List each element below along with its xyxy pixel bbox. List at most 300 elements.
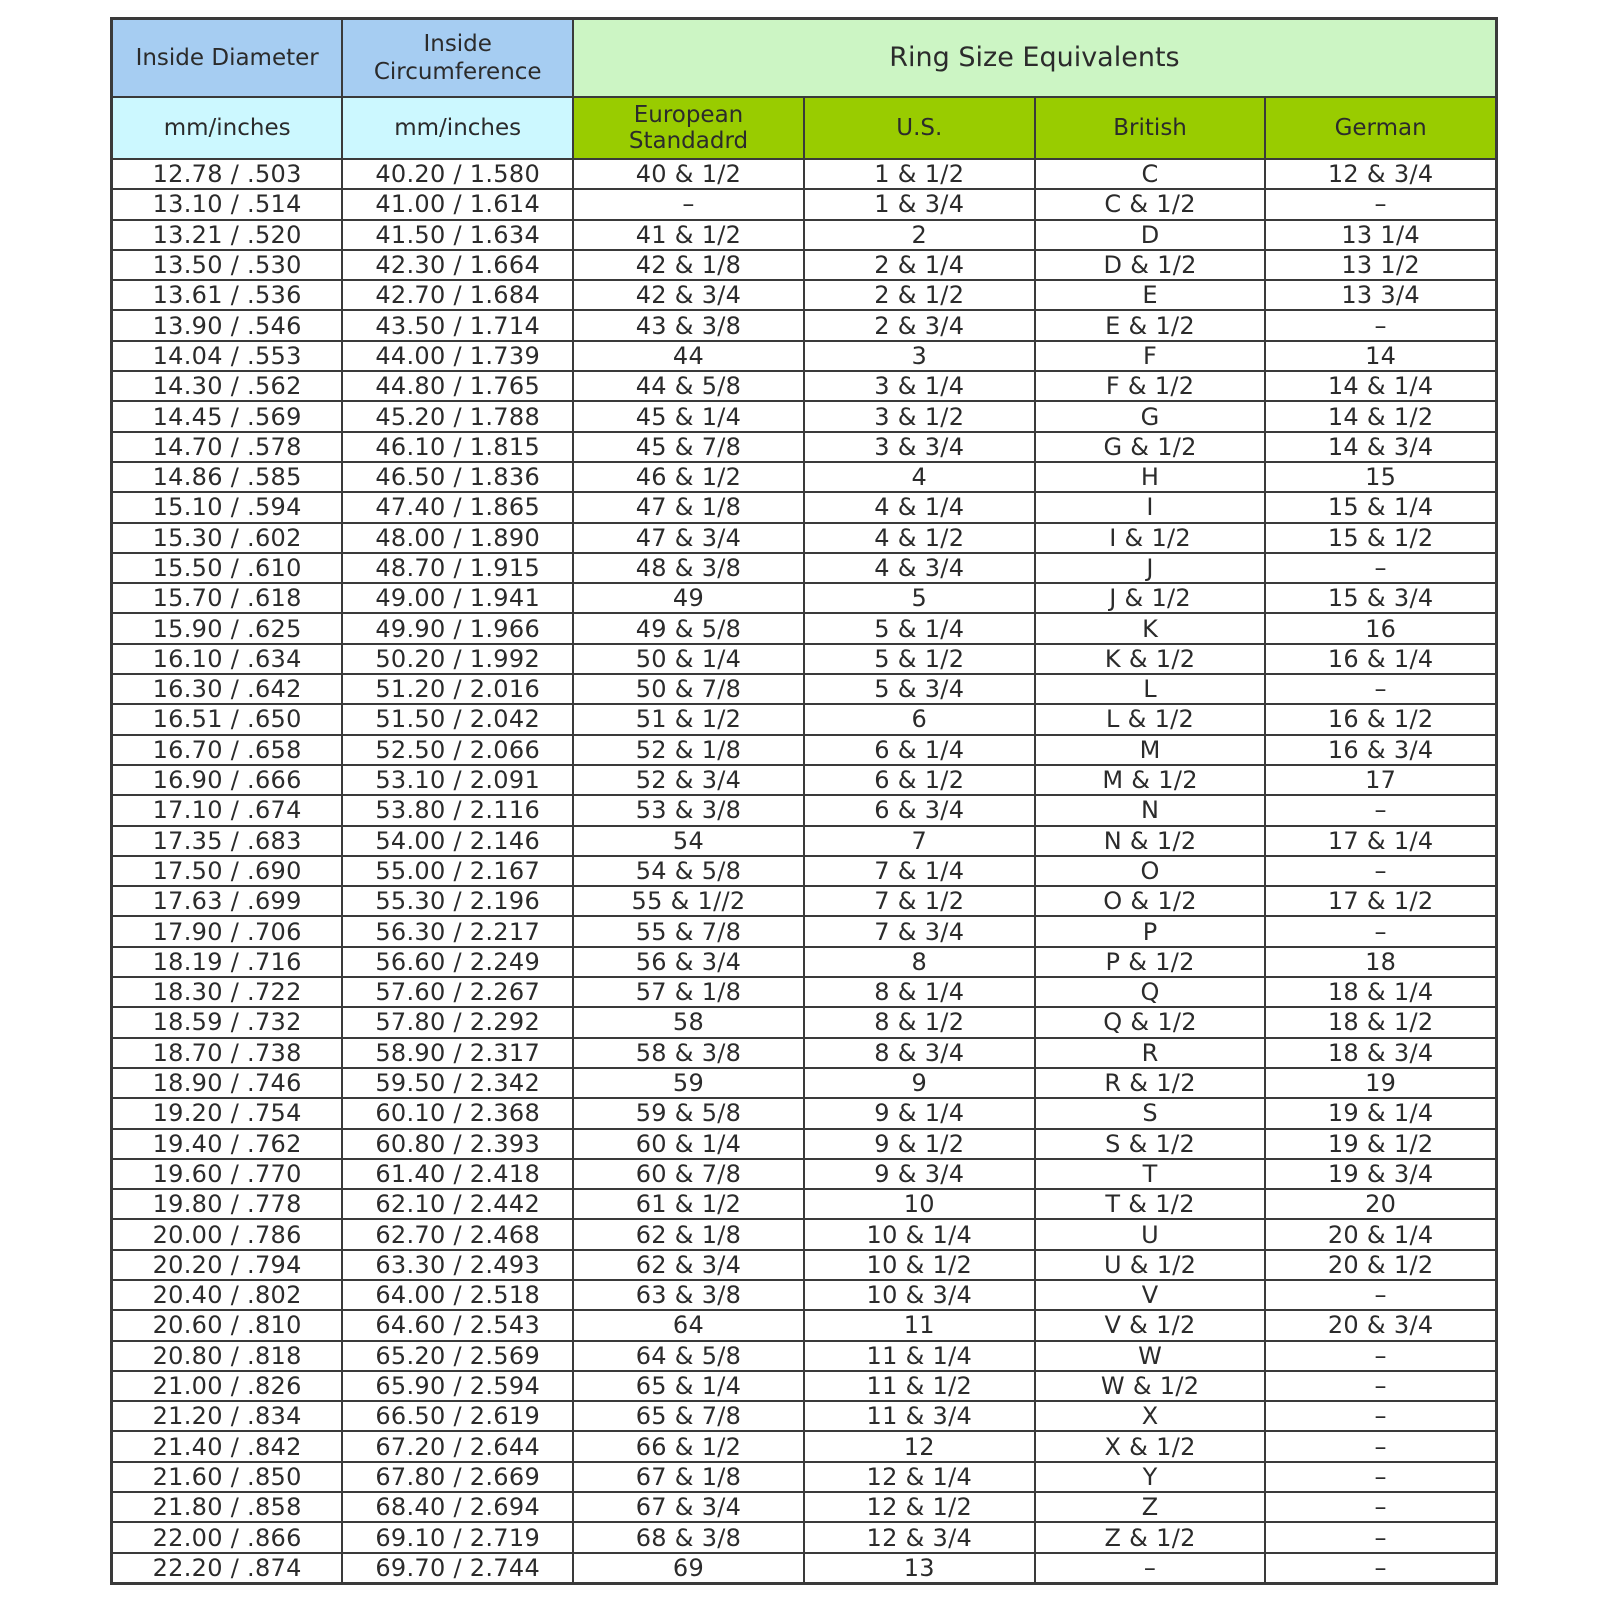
table-row [112,613,1497,643]
header-diameter-units: mm/inches [112,97,343,159]
german-cell: – [1265,1522,1496,1552]
table-row [112,765,1497,795]
us-cell: 2 & 1/4 [804,250,1035,280]
british-cell: M & 1/2 [1035,765,1266,795]
diameter-cell: 21.20 / .834 [112,1401,343,1431]
european-cell: 65 & 1/4 [573,1371,804,1401]
diameter-cell: 17.90 / .706 [112,916,343,946]
diameter-cell: 21.40 / .842 [112,1431,343,1461]
british-cell: C [1035,159,1266,189]
german-cell: 15 [1265,462,1496,492]
european-cell: 60 & 7/8 [573,1159,804,1189]
circumference-cell: 52.50 / 2.066 [342,735,573,765]
table-row [112,1462,1497,1492]
circumference-cell: 54.00 / 2.146 [342,826,573,856]
british-cell: G [1035,401,1266,431]
british-cell: F [1035,341,1266,371]
diameter-cell: 18.30 / .722 [112,977,343,1007]
circumference-cell: 53.10 / 2.091 [342,765,573,795]
table-row [112,371,1497,401]
german-cell: 18 [1265,947,1496,977]
us-cell: 9 & 1/2 [804,1129,1035,1159]
table-row [112,1431,1497,1461]
german-cell: 15 & 1/2 [1265,523,1496,553]
european-cell: 41 & 1/2 [573,220,804,250]
diameter-cell: 22.20 / .874 [112,1553,343,1584]
us-cell: 1 & 3/4 [804,189,1035,219]
us-cell: 13 [804,1553,1035,1584]
circumference-cell: 40.20 / 1.580 [342,159,573,189]
diameter-cell: 15.70 / .618 [112,583,343,613]
table-row [112,1129,1497,1159]
diameter-cell: 18.59 / .732 [112,1007,343,1037]
european-cell: 58 & 3/8 [573,1038,804,1068]
british-cell: E & 1/2 [1035,310,1266,340]
diameter-cell: 16.30 / .642 [112,674,343,704]
british-cell: M [1035,735,1266,765]
us-cell: 2 & 3/4 [804,310,1035,340]
ring-size-table [110,17,1498,1585]
german-cell: 13 1/2 [1265,250,1496,280]
circumference-cell: 51.50 / 2.042 [342,704,573,734]
german-cell: – [1265,795,1496,825]
diameter-cell: 14.30 / .562 [112,371,343,401]
diameter-cell: 19.80 / .778 [112,1189,343,1219]
german-cell: – [1265,553,1496,583]
european-cell: 62 & 1/8 [573,1219,804,1249]
table-row [112,1553,1497,1584]
british-cell: N & 1/2 [1035,826,1266,856]
european-cell: 67 & 3/4 [573,1492,804,1522]
table-row [112,159,1497,189]
british-cell: T & 1/2 [1035,1189,1266,1219]
circumference-cell: 44.00 / 1.739 [342,341,573,371]
us-cell: 7 & 1/2 [804,886,1035,916]
table-row [112,1280,1497,1310]
table-row [112,644,1497,674]
british-cell: O [1035,856,1266,886]
us-cell: 8 & 1/2 [804,1007,1035,1037]
circumference-cell: 57.60 / 2.267 [342,977,573,1007]
us-cell: 9 & 3/4 [804,1159,1035,1189]
european-cell: 61 & 1/2 [573,1189,804,1219]
circumference-cell: 66.50 / 2.619 [342,1401,573,1431]
german-cell: – [1265,189,1496,219]
circumference-cell: 49.00 / 1.941 [342,583,573,613]
british-cell: L [1035,674,1266,704]
diameter-cell: 17.35 / .683 [112,826,343,856]
circumference-cell: 65.90 / 2.594 [342,1371,573,1401]
table-row [112,523,1497,553]
british-cell: N [1035,795,1266,825]
british-cell: W & 1/2 [1035,1371,1266,1401]
us-cell: 2 & 1/2 [804,280,1035,310]
circumference-cell: 69.70 / 2.744 [342,1553,573,1584]
table-row [112,462,1497,492]
circumference-cell: 43.50 / 1.714 [342,310,573,340]
british-cell: S & 1/2 [1035,1129,1266,1159]
us-cell: 10 & 1/4 [804,1219,1035,1249]
diameter-cell: 12.78 / .503 [112,159,343,189]
circumference-cell: 57.80 / 2.292 [342,1007,573,1037]
european-cell: 50 & 1/4 [573,644,804,674]
us-cell: 6 & 1/2 [804,765,1035,795]
european-cell: 52 & 1/8 [573,735,804,765]
british-cell: R [1035,1038,1266,1068]
european-cell: 54 & 5/8 [573,856,804,886]
header-ring-size-equivalents: Ring Size Equivalents [573,19,1496,98]
circumference-cell: 53.80 / 2.116 [342,795,573,825]
british-cell: V & 1/2 [1035,1310,1266,1340]
diameter-cell: 20.40 / .802 [112,1280,343,1310]
european-cell: 63 & 3/8 [573,1280,804,1310]
german-cell: 13 3/4 [1265,280,1496,310]
table-row [112,977,1497,1007]
circumference-cell: 45.20 / 1.788 [342,401,573,431]
circumference-cell: 58.90 / 2.317 [342,1038,573,1068]
table-row [112,1310,1497,1340]
circumference-cell: 65.20 / 2.569 [342,1341,573,1371]
european-cell: 54 [573,826,804,856]
european-cell: 52 & 3/4 [573,765,804,795]
circumference-cell: 50.20 / 1.992 [342,644,573,674]
circumference-cell: 48.00 / 1.890 [342,523,573,553]
header-inside-diameter: Inside Diameter [112,19,343,98]
diameter-cell: 20.60 / .810 [112,1310,343,1340]
german-cell: 18 & 3/4 [1265,1038,1496,1068]
diameter-cell: 16.70 / .658 [112,735,343,765]
us-cell: 4 & 3/4 [804,553,1035,583]
diameter-cell: 16.51 / .650 [112,704,343,734]
circumference-cell: 41.00 / 1.614 [342,189,573,219]
british-cell: Y [1035,1462,1266,1492]
german-cell: 20 & 3/4 [1265,1310,1496,1340]
european-cell: 44 & 5/8 [573,371,804,401]
circumference-cell: 63.30 / 2.493 [342,1250,573,1280]
table-row [112,250,1497,280]
table-row [112,280,1497,310]
european-cell: 64 [573,1310,804,1340]
german-cell: – [1265,1280,1496,1310]
circumference-cell: 69.10 / 2.719 [342,1522,573,1552]
british-cell: Q & 1/2 [1035,1007,1266,1037]
european-cell: 62 & 3/4 [573,1250,804,1280]
us-cell: 12 & 1/2 [804,1492,1035,1522]
circumference-cell: 67.20 / 2.644 [342,1431,573,1461]
us-cell: 7 & 1/4 [804,856,1035,886]
us-cell: 12 & 3/4 [804,1522,1035,1552]
us-cell: 5 & 1/4 [804,613,1035,643]
us-cell: 6 [804,704,1035,734]
british-cell: K [1035,613,1266,643]
table-row [112,1068,1497,1098]
circumference-cell: 64.00 / 2.518 [342,1280,573,1310]
us-cell: 2 [804,220,1035,250]
table-row [112,1371,1497,1401]
german-cell: 19 & 3/4 [1265,1159,1496,1189]
british-cell: U & 1/2 [1035,1250,1266,1280]
diameter-cell: 13.90 / .546 [112,310,343,340]
diameter-cell: 21.00 / .826 [112,1371,343,1401]
diameter-cell: 15.30 / .602 [112,523,343,553]
table-row [112,189,1497,219]
header-us: U.S. [804,97,1035,159]
table-row [112,220,1497,250]
us-cell: 12 & 1/4 [804,1462,1035,1492]
german-cell: – [1265,1341,1496,1371]
diameter-cell: 18.19 / .716 [112,947,343,977]
us-cell: 3 & 3/4 [804,432,1035,462]
british-cell: O & 1/2 [1035,886,1266,916]
european-cell: 59 & 5/8 [573,1098,804,1128]
british-cell: P & 1/2 [1035,947,1266,977]
us-cell: 5 [804,583,1035,613]
circumference-cell: 68.40 / 2.694 [342,1492,573,1522]
circumference-cell: 49.90 / 1.966 [342,613,573,643]
diameter-cell: 14.70 / .578 [112,432,343,462]
us-cell: 11 [804,1310,1035,1340]
table-row [112,310,1497,340]
header-german: German [1265,97,1496,159]
header-inside-circumference: Inside Circumference [342,19,573,98]
us-cell: 12 [804,1431,1035,1461]
european-cell: 53 & 3/8 [573,795,804,825]
table-row [112,826,1497,856]
german-cell: 20 [1265,1189,1496,1219]
circumference-cell: 60.10 / 2.368 [342,1098,573,1128]
german-cell: 12 & 3/4 [1265,159,1496,189]
british-cell: T [1035,1159,1266,1189]
british-cell: Z & 1/2 [1035,1522,1266,1552]
table-row [112,1219,1497,1249]
us-cell: 5 & 3/4 [804,674,1035,704]
table-row [112,674,1497,704]
british-cell: E [1035,280,1266,310]
european-cell: 66 & 1/2 [573,1431,804,1461]
european-cell: 45 & 1/4 [573,401,804,431]
diameter-cell: 20.80 / .818 [112,1341,343,1371]
us-cell: 7 & 3/4 [804,916,1035,946]
european-cell: 64 & 5/8 [573,1341,804,1371]
european-cell: 49 & 5/8 [573,613,804,643]
us-cell: 4 & 1/4 [804,492,1035,522]
circumference-cell: 59.50 / 2.342 [342,1068,573,1098]
diameter-cell: 15.10 / .594 [112,492,343,522]
british-cell: J [1035,553,1266,583]
european-cell: 43 & 3/8 [573,310,804,340]
german-cell: – [1265,1401,1496,1431]
circumference-cell: 51.20 / 2.016 [342,674,573,704]
european-cell: 55 & 1//2 [573,886,804,916]
circumference-cell: 60.80 / 2.393 [342,1129,573,1159]
european-cell: 67 & 1/8 [573,1462,804,1492]
diameter-cell: 19.40 / .762 [112,1129,343,1159]
circumference-cell: 67.80 / 2.669 [342,1462,573,1492]
british-cell: X & 1/2 [1035,1431,1266,1461]
british-cell: U [1035,1219,1266,1249]
table-row [112,1492,1497,1522]
diameter-cell: 19.20 / .754 [112,1098,343,1128]
german-cell: 17 & 1/2 [1265,886,1496,916]
german-cell: – [1265,1462,1496,1492]
diameter-cell: 15.90 / .625 [112,613,343,643]
british-cell: S [1035,1098,1266,1128]
us-cell: 11 & 1/4 [804,1341,1035,1371]
diameter-cell: 18.70 / .738 [112,1038,343,1068]
european-cell: 60 & 1/4 [573,1129,804,1159]
us-cell: 3 [804,341,1035,371]
european-cell: 46 & 1/2 [573,462,804,492]
german-cell: 16 & 1/4 [1265,644,1496,674]
diameter-cell: 14.86 / .585 [112,462,343,492]
circumference-cell: 41.50 / 1.634 [342,220,573,250]
british-cell: G & 1/2 [1035,432,1266,462]
german-cell: – [1265,1553,1496,1584]
european-cell: 68 & 3/8 [573,1522,804,1552]
european-cell: 47 & 3/4 [573,523,804,553]
us-cell: 8 [804,947,1035,977]
diameter-cell: 16.90 / .666 [112,765,343,795]
table-row [112,553,1497,583]
european-cell: 42 & 1/8 [573,250,804,280]
british-cell: V [1035,1280,1266,1310]
us-cell: 6 & 3/4 [804,795,1035,825]
german-cell: – [1265,916,1496,946]
circumference-cell: 61.40 / 2.418 [342,1159,573,1189]
european-cell: 40 & 1/2 [573,159,804,189]
table-row [112,341,1497,371]
us-cell: 4 & 1/2 [804,523,1035,553]
table-row [112,1522,1497,1552]
british-cell: W [1035,1341,1266,1371]
us-cell: 3 & 1/4 [804,371,1035,401]
british-cell: I [1035,492,1266,522]
circumference-cell: 42.70 / 1.684 [342,280,573,310]
circumference-cell: 62.10 / 2.442 [342,1189,573,1219]
german-cell: 15 & 1/4 [1265,492,1496,522]
british-cell: Z [1035,1492,1266,1522]
european-cell: 49 [573,583,804,613]
table-row [112,401,1497,431]
circumference-cell: 46.50 / 1.836 [342,462,573,492]
us-cell: 5 & 1/2 [804,644,1035,674]
european-cell: 47 & 1/8 [573,492,804,522]
circumference-cell: 42.30 / 1.664 [342,250,573,280]
german-cell: 17 [1265,765,1496,795]
german-cell: 16 [1265,613,1496,643]
table-row [112,886,1497,916]
british-cell: D [1035,220,1266,250]
table-row [112,583,1497,613]
european-cell: 51 & 1/2 [573,704,804,734]
european-cell: 44 [573,341,804,371]
british-cell: H [1035,462,1266,492]
table-row [112,1098,1497,1128]
us-cell: 7 [804,826,1035,856]
table-row [112,856,1497,886]
british-cell: K & 1/2 [1035,644,1266,674]
german-cell: 18 & 1/2 [1265,1007,1496,1037]
us-cell: 9 [804,1068,1035,1098]
us-cell: 1 & 1/2 [804,159,1035,189]
diameter-cell: 20.20 / .794 [112,1250,343,1280]
table-row [112,1007,1497,1037]
us-cell: 4 [804,462,1035,492]
european-cell: 65 & 7/8 [573,1401,804,1431]
diameter-cell: 13.21 / .520 [112,220,343,250]
table-row [112,1038,1497,1068]
table-row [112,1341,1497,1371]
german-cell: 16 & 3/4 [1265,735,1496,765]
german-cell: 14 & 1/4 [1265,371,1496,401]
european-cell: 45 & 7/8 [573,432,804,462]
diameter-cell: 14.04 / .553 [112,341,343,371]
european-cell: 56 & 3/4 [573,947,804,977]
table-body [112,159,1497,1583]
us-cell: 8 & 3/4 [804,1038,1035,1068]
diameter-cell: 16.10 / .634 [112,644,343,674]
german-cell: 19 & 1/2 [1265,1129,1496,1159]
us-cell: 11 & 3/4 [804,1401,1035,1431]
diameter-cell: 18.90 / .746 [112,1068,343,1098]
circumference-cell: 46.10 / 1.815 [342,432,573,462]
table-row [112,704,1497,734]
british-cell: F & 1/2 [1035,371,1266,401]
german-cell: – [1265,856,1496,886]
german-cell: 13 1/4 [1265,220,1496,250]
european-cell: 50 & 7/8 [573,674,804,704]
british-cell: P [1035,916,1266,946]
german-cell: 14 & 1/2 [1265,401,1496,431]
circumference-cell: 64.60 / 2.543 [342,1310,573,1340]
us-cell: 9 & 1/4 [804,1098,1035,1128]
german-cell: 19 [1265,1068,1496,1098]
us-cell: 3 & 1/2 [804,401,1035,431]
european-cell: 42 & 3/4 [573,280,804,310]
us-cell: 11 & 1/2 [804,1371,1035,1401]
german-cell: 16 & 1/2 [1265,704,1496,734]
diameter-cell: 21.80 / .858 [112,1492,343,1522]
us-cell: 10 & 1/2 [804,1250,1035,1280]
diameter-cell: 19.60 / .770 [112,1159,343,1189]
circumference-cell: 55.30 / 2.196 [342,886,573,916]
german-cell: – [1265,1492,1496,1522]
german-cell: 15 & 3/4 [1265,583,1496,613]
british-cell: X [1035,1401,1266,1431]
diameter-cell: 14.45 / .569 [112,401,343,431]
british-cell: D & 1/2 [1035,250,1266,280]
table-row [112,795,1497,825]
german-cell: – [1265,1431,1496,1461]
diameter-cell: 17.63 / .699 [112,886,343,916]
diameter-cell: 15.50 / .610 [112,553,343,583]
german-cell: 20 & 1/4 [1265,1219,1496,1249]
european-cell: 58 [573,1007,804,1037]
table-row [112,432,1497,462]
german-cell: 14 & 3/4 [1265,432,1496,462]
german-cell: 20 & 1/2 [1265,1250,1496,1280]
table-row [112,916,1497,946]
header-european: European Standadrd [573,97,804,159]
circumference-cell: 56.30 / 2.217 [342,916,573,946]
table-row [112,1250,1497,1280]
diameter-cell: 22.00 / .866 [112,1522,343,1552]
header-british: British [1035,97,1266,159]
european-cell: 55 & 7/8 [573,916,804,946]
table-row [112,492,1497,522]
diameter-cell: 17.50 / .690 [112,856,343,886]
us-cell: 10 & 3/4 [804,1280,1035,1310]
